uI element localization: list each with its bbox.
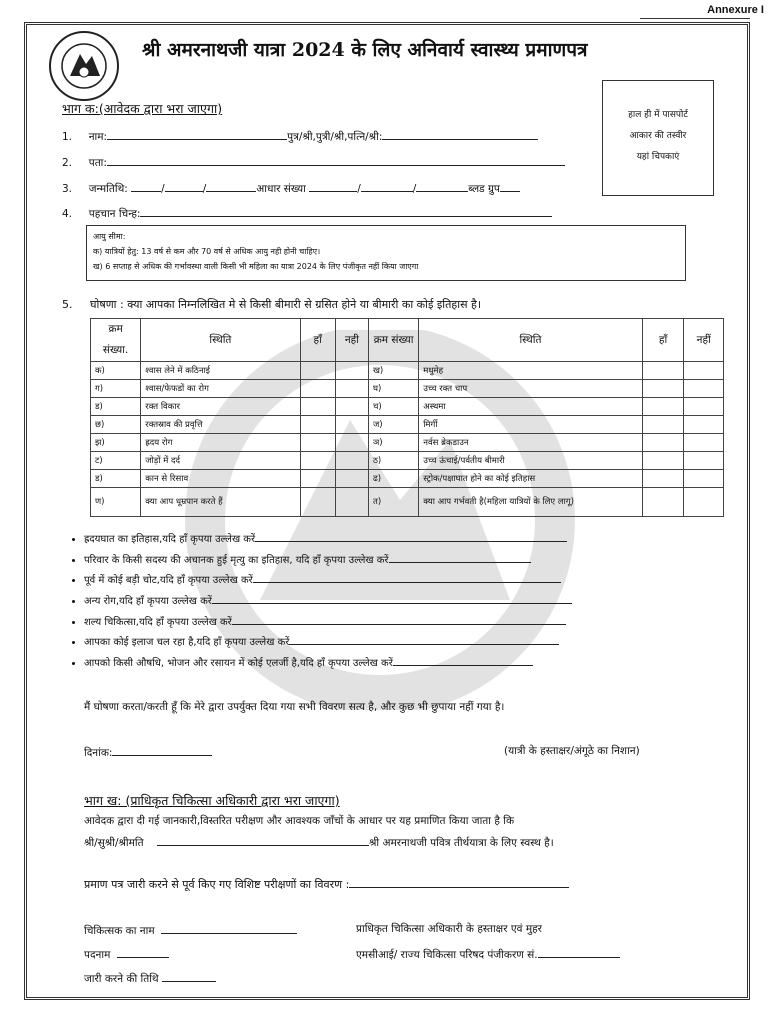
no-checkbox-cell[interactable] — [335, 470, 368, 488]
row-condition: रक्तस्राव की प्रवृत्ति — [141, 416, 300, 434]
list-item-text: शल्य चिकित्सा,यदि हाँ कृपया उल्लेख करें — [84, 616, 232, 628]
list-item — [84, 613, 572, 634]
certification-line: आवेदक द्वारा दी गई जानकारी,विस्तरित परीक्षण और आवश्यक जाँचों के आधार पर यह प्रमाणित किया जाता है कि — [84, 815, 515, 827]
history-list — [66, 530, 572, 675]
separator: / — [357, 183, 361, 195]
no-checkbox-cell[interactable] — [335, 488, 368, 517]
doctor-name-row — [84, 922, 297, 938]
row-serial: ठ) — [368, 452, 418, 470]
issue-date-input[interactable] — [162, 970, 216, 982]
address-label: पता: — [88, 157, 107, 169]
list-item-text: आपका कोई इलाज चल रहा है,यदि हाँ कृपया उल्लेख करें — [84, 637, 290, 649]
row-serial: ज) — [368, 416, 418, 434]
photo-box-line: हाल ही में पासपोर्ट — [628, 110, 688, 120]
yes-checkbox-cell[interactable] — [300, 470, 335, 488]
officer-signature-label: प्राधिकृत चिकित्सा अधिकारी के हस्ताक्षर एवं मुहर — [356, 923, 542, 935]
row-condition: रक्त विकार — [141, 398, 300, 416]
list-item — [84, 592, 572, 613]
no-checkbox-cell[interactable] — [684, 362, 724, 380]
yes-checkbox-cell[interactable] — [642, 470, 684, 488]
row-condition: अस्थमा — [419, 398, 642, 416]
history-input[interactable] — [253, 571, 561, 583]
yes-checkbox-cell[interactable] — [642, 452, 684, 470]
col-yes: हाँ — [300, 319, 335, 362]
photo-box-line: यहां चिपकाएं — [636, 152, 680, 162]
age-limit-title: आयु सीमा: — [93, 232, 126, 241]
tests-label: प्रमाण पत्र जारी करने से पूर्व किए गए विशिष्ट परीक्षणों का विवरण : — [84, 878, 350, 891]
history-input[interactable] — [232, 613, 566, 625]
id-mark-label: पहचान चिन्ह: — [88, 208, 141, 220]
row-serial: च) — [368, 398, 418, 416]
yes-checkbox-cell[interactable] — [300, 398, 335, 416]
row-condition: श्वास/फेफडों का रोग — [141, 380, 300, 398]
relation-input[interactable] — [382, 128, 538, 140]
row-condition: नर्वस ब्रेकडाउन — [419, 434, 642, 452]
table-row — [91, 380, 724, 398]
yes-checkbox-cell[interactable] — [300, 380, 335, 398]
part-a-heading: भाग क:(आवेदक द्वारा भरा जाएगा) — [62, 101, 223, 116]
row-serial: ढ) — [368, 470, 418, 488]
yes-checkbox-cell[interactable] — [642, 380, 684, 398]
no-checkbox-cell[interactable] — [684, 434, 724, 452]
aadhaar-part1-input[interactable] — [309, 180, 357, 192]
traveller-signature-label: (यात्री के हस्ताक्षर/अंगूठे का निशान) — [504, 745, 640, 757]
list-item-text: आपको किसी औषधि, भोजन और रसायन में कोई एलर्जी है,यदि हाँ कृपया उल्लेख करें — [84, 658, 393, 670]
dob-month-input[interactable] — [165, 180, 203, 192]
no-checkbox-cell[interactable] — [335, 398, 368, 416]
photo-box — [602, 80, 714, 196]
dob-year-input[interactable] — [206, 180, 256, 192]
part-b-heading: भाग ख: (प्राधिकृत चिकित्सा अधिकारी द्वारा भरा जाएगा) — [84, 793, 340, 808]
row-condition: उच्च रक्त चाप — [419, 380, 642, 398]
aadhaar-part3-input[interactable] — [416, 180, 468, 192]
row-condition: ह्रदय रोग — [141, 434, 300, 452]
no-checkbox-cell[interactable] — [684, 380, 724, 398]
table-row — [91, 398, 724, 416]
table-header-row — [91, 319, 724, 362]
table-row — [91, 470, 724, 488]
list-item — [84, 571, 572, 592]
date-input[interactable] — [112, 744, 212, 756]
date-label: दिनांक: — [84, 747, 113, 759]
doctor-name-label: चिकित्सक का नाम — [84, 925, 155, 937]
table-row — [91, 416, 724, 434]
aadhaar-label: आधार संख्या — [256, 183, 306, 195]
field-number: 1. — [62, 131, 73, 143]
row-serial: ट) — [91, 452, 141, 470]
row-serial: ग) — [91, 380, 141, 398]
annexure-label: Annexure I — [707, 4, 764, 16]
field-number: 4. — [62, 208, 73, 220]
history-input[interactable] — [212, 592, 572, 604]
list-item-text: पूर्व में कोई बड़ी चोट,यदि हाँ कृपया उल्लेख करें — [84, 575, 253, 587]
id-mark-input[interactable] — [140, 205, 552, 217]
field-name-row — [62, 128, 538, 144]
declaration-question-text: घोषणा : क्या आपका निम्नलिखित मे से किसी बीमारी से ग्रसित होने या बीमारी का कोई इतिहास है। — [89, 298, 482, 311]
separator: / — [412, 183, 417, 195]
age-limit-box — [86, 225, 686, 281]
field-number: 3. — [62, 183, 73, 195]
row-serial: ड) — [91, 470, 141, 488]
row-serial: ख) — [368, 362, 418, 380]
table-row — [91, 434, 724, 452]
tests-input[interactable] — [349, 876, 569, 888]
list-item — [84, 551, 572, 572]
no-checkbox-cell[interactable] — [335, 416, 368, 434]
form-title: श्री अमरनाथजी यात्रा 2024 के लिए अनिवार्य स्वास्थ्य प्रमाणपत्र — [142, 39, 588, 61]
row-serial: ण) — [91, 488, 141, 517]
declaration-question — [62, 297, 481, 312]
yes-checkbox-cell[interactable] — [642, 416, 684, 434]
col-serial: क्रम संख्या. — [91, 319, 141, 362]
row-condition: क्या आप धूम्रपान करते हैं — [141, 488, 300, 517]
list-item-text: अन्य रोग,यदि हाँ कृपया उल्लेख करें — [84, 596, 212, 608]
col-serial: क्रम संख्या — [368, 319, 418, 362]
table-row — [91, 488, 724, 517]
col-condition: स्थिति — [419, 319, 642, 362]
field-address-row — [62, 154, 565, 170]
no-checkbox-cell[interactable] — [684, 398, 724, 416]
dob-day-input[interactable] — [131, 180, 161, 192]
row-serial: घ) — [368, 380, 418, 398]
col-no: नही — [335, 319, 368, 362]
history-input[interactable] — [289, 633, 559, 645]
list-item-text: ह्रदयघात का इतिहास,यदि हाँ कृपया उल्लेख करें — [84, 534, 256, 545]
no-checkbox-cell[interactable] — [684, 470, 724, 488]
history-input[interactable] — [389, 551, 531, 563]
row-condition: मधुमेह — [419, 362, 642, 380]
date-separator: / — [161, 183, 165, 195]
table-row — [91, 452, 724, 470]
field-number: 2. — [62, 157, 73, 169]
issue-date-row — [84, 970, 216, 986]
aadhaar-part2-input[interactable] — [361, 180, 413, 192]
yes-checkbox-cell[interactable] — [642, 488, 684, 517]
no-checkbox-cell[interactable] — [335, 362, 368, 380]
row-condition: श्वास लेने में कठिनाई — [141, 362, 300, 380]
conditions-table — [90, 318, 724, 517]
address-input[interactable] — [107, 154, 565, 166]
list-item-text: परिवार के किसी सदस्य की अचानक हुई मृत्यु का इतिहास, यदि हाँ कृपया उल्लेख करें — [84, 554, 389, 566]
row-serial: ञ) — [368, 434, 418, 452]
registration-label: एमसीआई/ राज्य चिकित्सा परिषद पंजीकरण सं. — [356, 949, 538, 961]
yes-checkbox-cell[interactable] — [642, 398, 684, 416]
history-input[interactable] — [393, 654, 533, 666]
row-serial: क) — [91, 362, 141, 380]
field-id-mark-row — [62, 205, 552, 221]
tests-row — [84, 876, 569, 892]
list-item — [84, 530, 572, 551]
name-label: नाम: — [88, 131, 108, 143]
registration-input[interactable] — [538, 946, 620, 958]
top-rule — [640, 18, 750, 19]
col-no: नहीं — [684, 319, 724, 362]
row-condition: मिर्गी — [419, 416, 642, 434]
name-input[interactable] — [107, 128, 287, 140]
row-condition: उच्च ऊंचाई/पर्वतीय बीमारी — [419, 452, 642, 470]
age-limit-rule-b: ख) 6 सप्ताह से अधिक की गर्भावस्था वाली किसी भी महिला का यात्रा 2024 के लिए पंजीकृत नहीं किया जाएगा — [93, 262, 419, 271]
row-serial: छ) — [91, 416, 141, 434]
no-checkbox-cell[interactable] — [684, 416, 724, 434]
list-item — [84, 633, 572, 654]
relation-label: पुत्र/श्री,पुत्री/श्री,पत्नि/श्री: — [287, 131, 383, 143]
no-checkbox-cell[interactable] — [335, 434, 368, 452]
doctor-name-input[interactable] — [161, 922, 297, 934]
field-dob-row — [62, 180, 520, 196]
designation-input[interactable] — [117, 946, 169, 958]
row-condition: कान से रिसाव — [141, 470, 300, 488]
col-condition: स्थिति — [141, 319, 300, 362]
list-item — [84, 654, 572, 675]
field-number: 5. — [62, 298, 73, 311]
issue-date-label: जारी करने की तिथि — [84, 973, 159, 985]
row-serial: झ) — [91, 434, 141, 452]
history-input[interactable] — [255, 530, 567, 542]
yes-checkbox-cell[interactable] — [642, 362, 684, 380]
no-checkbox-cell[interactable] — [335, 452, 368, 470]
yes-checkbox-cell[interactable] — [300, 434, 335, 452]
shrine-board-logo-icon — [48, 30, 120, 102]
certification-name-row — [84, 834, 554, 850]
no-checkbox-cell[interactable] — [684, 452, 724, 470]
age-limit-rule-a: क) यात्रियों हेतु: 13 वर्ष से कम और 70 वर्ष से अधिक आयु नही होनी चाहिए। — [93, 247, 321, 256]
designation-row — [84, 946, 169, 962]
yes-checkbox-cell[interactable] — [642, 434, 684, 452]
row-serial: त) — [368, 488, 418, 517]
yes-checkbox-cell[interactable] — [300, 452, 335, 470]
date-separator: / — [202, 183, 207, 195]
yes-checkbox-cell[interactable] — [300, 488, 335, 517]
yes-checkbox-cell[interactable] — [300, 416, 335, 434]
no-checkbox-cell[interactable] — [684, 488, 724, 517]
registration-row — [356, 946, 620, 962]
table-row — [91, 362, 724, 380]
no-checkbox-cell[interactable] — [335, 380, 368, 398]
declaration-text: मैं घोषणा करता/करती हूँ कि मेरे द्वारा उपर्युक्त दिया गया सभी विवरण सत्य है, और कुछ भी छुपाया नहीं गया है। — [84, 701, 505, 713]
row-condition: क्या आप गर्भवती है(महिला यात्रियों के लिए लागू) — [419, 488, 642, 517]
blood-group-label: ब्लड ग्रुप — [468, 183, 500, 195]
blood-group-input[interactable] — [500, 180, 520, 192]
yes-checkbox-cell[interactable] — [300, 362, 335, 380]
applicant-name-input[interactable] — [157, 834, 369, 846]
col-yes: हाँ — [642, 319, 684, 362]
salutation-label: श्री/सुश्री/श्रीमति — [84, 837, 144, 849]
row-condition: जोड़ों में दर्द — [141, 452, 300, 470]
date-row — [84, 744, 212, 760]
photo-box-line: आकार की तस्वीर — [629, 131, 687, 141]
row-serial: ड) — [91, 398, 141, 416]
designation-label: पदनाम — [84, 949, 111, 961]
row-condition: स्ट्रोक/पक्षाघात होने का कोई इतिहास — [419, 470, 642, 488]
fit-statement: श्री अमरनाथजी पवित्र तीर्थयात्रा के लिए स्वस्थ है। — [368, 837, 554, 849]
dob-label: जन्मतिथि: — [88, 183, 128, 195]
